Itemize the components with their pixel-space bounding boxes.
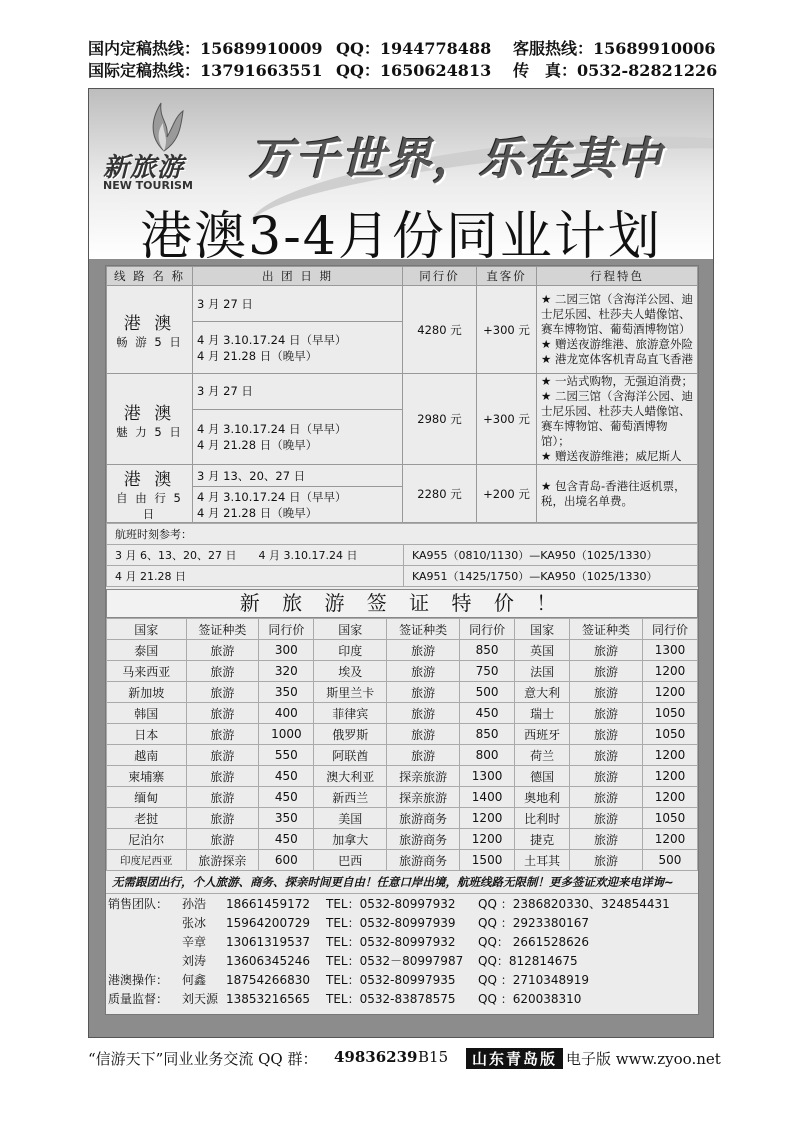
table-row bbox=[107, 566, 698, 587]
intl-qq: QQ：1650624813 bbox=[336, 61, 492, 80]
tour-table bbox=[106, 266, 698, 523]
visa-country: 巴西 bbox=[314, 850, 387, 871]
visa-type: 旅游 bbox=[387, 682, 460, 703]
retail-price: +300 元 bbox=[477, 286, 537, 374]
visa-type: 探亲旅游 bbox=[387, 766, 460, 787]
header-price: 同行价 bbox=[460, 619, 515, 640]
contact-name: 刘天源 bbox=[182, 992, 219, 1006]
header-price: 同行价 bbox=[642, 619, 697, 640]
visa-country: 德国 bbox=[515, 766, 570, 787]
visa-price: 1200 bbox=[460, 808, 515, 829]
table-row bbox=[107, 766, 698, 787]
retail-price: +300 元 bbox=[477, 374, 537, 465]
page-title: 港澳3-4月份同业计划 bbox=[140, 207, 662, 259]
visa-price: 1200 bbox=[460, 829, 515, 850]
table-row bbox=[107, 724, 698, 745]
contact-qq: QQ ：2923380167 bbox=[478, 916, 590, 930]
table-row bbox=[107, 829, 698, 850]
flight-dates: 4 月 21.28 日 bbox=[107, 566, 404, 587]
visa-type: 旅游 bbox=[387, 640, 460, 661]
contact-row bbox=[106, 989, 698, 1008]
footer-qq: 49836239 bbox=[334, 1048, 418, 1066]
route-subtitle: 魅 力 5 日 bbox=[116, 424, 183, 439]
visa-country: 荷兰 bbox=[515, 745, 570, 766]
visa-type: 旅游 bbox=[186, 724, 259, 745]
contact-qq: QQ：812814675 bbox=[478, 954, 578, 968]
flight-label: 航班时刻参考： bbox=[107, 524, 698, 545]
visa-country: 老挝 bbox=[107, 808, 187, 829]
visa-price: 1050 bbox=[642, 808, 697, 829]
service-hotline: 客服热线：15689910006 bbox=[513, 39, 716, 58]
visa-type: 旅游 bbox=[570, 766, 643, 787]
visa-price: 850 bbox=[460, 724, 515, 745]
feature-item: ★ 二园三馆（含海洋公园、迪士尼乐园、杜莎夫人蜡像馆、赛车博物馆、葡萄酒博物馆）； bbox=[541, 389, 693, 448]
date-cell: 3 月 27 日 bbox=[193, 374, 403, 410]
header-country: 国家 bbox=[107, 619, 187, 640]
contact-qq: QQ： 2661528626 bbox=[478, 935, 590, 949]
banner bbox=[89, 89, 713, 259]
visa-country: 菲律宾 bbox=[314, 703, 387, 724]
visa-country: 阿联酋 bbox=[314, 745, 387, 766]
contact-role: 质量监督： bbox=[108, 992, 169, 1006]
contact-name: 刘涛 bbox=[182, 954, 207, 968]
visa-country: 印度尼西亚 bbox=[107, 850, 187, 871]
table-row bbox=[107, 787, 698, 808]
table-row bbox=[107, 465, 698, 487]
visa-country: 土耳其 bbox=[515, 850, 570, 871]
contact-row bbox=[106, 894, 698, 913]
contact-mobile: 13853216565 bbox=[226, 991, 310, 1006]
date-line: 4 月 21.28 日（晚早） bbox=[197, 437, 318, 452]
feature-item: ★ 二园三馆（含海洋公园、迪士尼乐园、杜莎夫人蜡像馆、赛车博物馆、葡萄酒博物馆） bbox=[541, 292, 693, 336]
visa-price: 450 bbox=[259, 829, 314, 850]
visa-type: 旅游 bbox=[387, 724, 460, 745]
flight-number: KA955（0810/1130）—KA950（1025/1330） bbox=[404, 545, 698, 566]
date-line: 4 月 21.28 日（晚早） bbox=[197, 348, 318, 363]
visa-price: 800 bbox=[460, 745, 515, 766]
visa-country: 柬埔寨 bbox=[107, 766, 187, 787]
visa-country: 印度 bbox=[314, 640, 387, 661]
contact-mobile: 18754266830 bbox=[226, 972, 310, 987]
header-visa-type: 签证种类 bbox=[186, 619, 259, 640]
visa-country: 澳大利亚 bbox=[314, 766, 387, 787]
footer-page: B15 bbox=[418, 1048, 449, 1066]
visa-type: 旅游探亲 bbox=[186, 850, 259, 871]
route-name: 港 澳 bbox=[123, 314, 176, 334]
visa-type: 旅游 bbox=[570, 850, 643, 871]
visa-price: 500 bbox=[460, 682, 515, 703]
route-subtitle: 自 由 行 5 日 bbox=[116, 491, 183, 521]
visa-price: 320 bbox=[259, 661, 314, 682]
visa-price: 1200 bbox=[642, 745, 697, 766]
feature-item: ★ 包含青岛-香港往返机票，税，出境名单费。 bbox=[541, 478, 686, 508]
visa-type: 旅游 bbox=[186, 661, 259, 682]
date-line: 4 月 21.28 日（晚早） bbox=[197, 505, 318, 520]
feature-item: ★ 赠送夜游维港；威尼斯人 bbox=[541, 449, 682, 463]
hotline-row-2 bbox=[88, 60, 718, 82]
visa-country: 瑞士 bbox=[515, 703, 570, 724]
visa-country: 意大利 bbox=[515, 682, 570, 703]
flight-number: KA951（1425/1750）—KA950（1025/1330） bbox=[404, 566, 698, 587]
date-line: 4 月 3.10.17.24 日（早早） bbox=[197, 332, 347, 347]
contact-tel: TEL：0532-80997939 bbox=[326, 916, 456, 930]
header-country: 国家 bbox=[515, 619, 570, 640]
visa-price: 450 bbox=[259, 787, 314, 808]
visa-price: 1200 bbox=[642, 661, 697, 682]
contact-qq: QQ ：2710348919 bbox=[478, 973, 590, 987]
route-name: 港 澳 bbox=[123, 470, 176, 490]
trade-price: 2280 元 bbox=[403, 465, 477, 523]
date-cell bbox=[193, 409, 403, 464]
brand-logo-text: 新旅游 bbox=[103, 153, 185, 183]
header-country: 国家 bbox=[314, 619, 387, 640]
contact-role bbox=[106, 951, 180, 970]
contact-row bbox=[106, 970, 698, 989]
visa-price: 1400 bbox=[460, 787, 515, 808]
contact-row bbox=[106, 951, 698, 970]
contact-qq: QQ ：620038310 bbox=[478, 992, 582, 1006]
visa-type: 旅游 bbox=[570, 640, 643, 661]
visa-country: 尼泊尔 bbox=[107, 829, 187, 850]
visa-price: 1200 bbox=[642, 787, 697, 808]
flight-dates: 3 月 6、13、20、27 日 4 月 3.10.17.24 日 bbox=[107, 545, 404, 566]
visa-country: 泰国 bbox=[107, 640, 187, 661]
intl-hotline: 国际定稿热线：13791663551 bbox=[88, 61, 323, 80]
tour-table-header bbox=[107, 267, 698, 286]
fax: 传 真：0532-82821226 bbox=[513, 61, 718, 80]
hotlines bbox=[88, 38, 718, 82]
visa-price: 500 bbox=[642, 850, 697, 871]
contact-tel: TEL：0532-80997935 bbox=[326, 973, 456, 987]
header-visa-type: 签证种类 bbox=[387, 619, 460, 640]
retail-price: +200 元 bbox=[477, 465, 537, 523]
visa-price: 1050 bbox=[642, 724, 697, 745]
table-row bbox=[107, 850, 698, 871]
contact-mobile: 13061319537 bbox=[226, 934, 310, 949]
header-route: 线 路 名 称 bbox=[107, 267, 193, 286]
flame-logo-icon bbox=[139, 97, 189, 153]
visa-type: 旅游 bbox=[570, 661, 643, 682]
domestic-qq: QQ：1944778488 bbox=[336, 39, 492, 58]
table-row bbox=[107, 808, 698, 829]
visa-country: 加拿大 bbox=[314, 829, 387, 850]
contact-row bbox=[106, 913, 698, 932]
brand-logo-subtitle: NEW TOURISM bbox=[103, 179, 193, 192]
visa-price: 600 bbox=[259, 850, 314, 871]
visa-type: 旅游 bbox=[570, 829, 643, 850]
contact-name: 辛章 bbox=[182, 935, 207, 949]
feature-item: ★ 港龙宽体客机青岛直飞香港 bbox=[541, 352, 693, 366]
visa-type: 旅游 bbox=[387, 745, 460, 766]
visa-country: 斯里兰卡 bbox=[314, 682, 387, 703]
visa-price: 450 bbox=[259, 766, 314, 787]
domestic-hotline: 国内定稿热线：15689910009 bbox=[88, 39, 323, 58]
features-cell bbox=[537, 374, 698, 465]
table-row bbox=[107, 661, 698, 682]
visa-type: 旅游 bbox=[186, 745, 259, 766]
visa-price: 1300 bbox=[642, 640, 697, 661]
visa-price: 450 bbox=[460, 703, 515, 724]
contact-name: 何鑫 bbox=[182, 973, 207, 987]
route-name-cell bbox=[107, 374, 193, 465]
contact-mobile: 18661459172 bbox=[226, 896, 310, 911]
footer-site: 电子版 www.zyoo.net bbox=[566, 1050, 721, 1068]
visa-price: 300 bbox=[259, 640, 314, 661]
visa-price: 1200 bbox=[642, 766, 697, 787]
table-row bbox=[107, 703, 698, 724]
visa-country: 俄罗斯 bbox=[314, 724, 387, 745]
visa-type: 旅游 bbox=[387, 661, 460, 682]
visa-country: 英国 bbox=[515, 640, 570, 661]
visa-price: 850 bbox=[460, 640, 515, 661]
sales-contacts bbox=[106, 894, 698, 1008]
table-row bbox=[107, 640, 698, 661]
contact-mobile: 15964200729 bbox=[226, 915, 310, 930]
visa-country: 奥地利 bbox=[515, 787, 570, 808]
slogan: 万千世界，乐在其中 bbox=[249, 134, 663, 185]
visa-type: 旅游 bbox=[570, 682, 643, 703]
route-name-cell bbox=[107, 465, 193, 523]
contact-role bbox=[106, 932, 180, 951]
visa-price: 1200 bbox=[642, 682, 697, 703]
visa-country: 美国 bbox=[314, 808, 387, 829]
table-row bbox=[107, 745, 698, 766]
edition-badge: 山东青岛版 bbox=[466, 1048, 563, 1069]
date-cell: 3 月 27 日 bbox=[193, 286, 403, 322]
visa-price: 400 bbox=[259, 703, 314, 724]
date-cell: 3 月 13、20、27 日 bbox=[193, 465, 403, 487]
visa-price: 1050 bbox=[642, 703, 697, 724]
trade-price: 4280 元 bbox=[403, 286, 477, 374]
route-name: 港 澳 bbox=[123, 403, 176, 424]
table-row bbox=[107, 682, 698, 703]
contact-name: 孙浩 bbox=[182, 897, 207, 911]
hotline-row-1 bbox=[88, 38, 718, 60]
visa-country: 西班牙 bbox=[515, 724, 570, 745]
header-price: 同行价 bbox=[259, 619, 314, 640]
contact-role: 港澳操作： bbox=[108, 973, 169, 987]
visa-country: 韩国 bbox=[107, 703, 187, 724]
contact-row bbox=[106, 932, 698, 951]
visa-table-header bbox=[107, 619, 698, 640]
table-row bbox=[107, 286, 698, 322]
header-retail-price: 直客价 bbox=[477, 267, 537, 286]
visa-type: 旅游商务 bbox=[387, 808, 460, 829]
visa-country: 马来西亚 bbox=[107, 661, 187, 682]
visa-country: 埃及 bbox=[314, 661, 387, 682]
trade-price: 2980 元 bbox=[403, 374, 477, 465]
visa-price: 350 bbox=[259, 682, 314, 703]
contact-name: 张冰 bbox=[182, 916, 207, 930]
visa-type: 旅游 bbox=[570, 787, 643, 808]
visa-type: 旅游 bbox=[387, 703, 460, 724]
table-row bbox=[107, 524, 698, 545]
contact-role: 销售团队： bbox=[108, 897, 169, 911]
contact-role bbox=[106, 913, 180, 932]
contact-tel: TEL：0532-83878575 bbox=[326, 992, 456, 1006]
visa-type: 旅游 bbox=[186, 640, 259, 661]
visa-price: 350 bbox=[259, 808, 314, 829]
header-trade-price: 同行价 bbox=[403, 267, 477, 286]
visa-price: 1000 bbox=[259, 724, 314, 745]
route-subtitle: 畅 游 5 日 bbox=[116, 335, 183, 349]
route-name-cell bbox=[107, 286, 193, 374]
visa-country: 法国 bbox=[515, 661, 570, 682]
visa-price: 1200 bbox=[642, 829, 697, 850]
visa-country: 捷克 bbox=[515, 829, 570, 850]
visa-type: 旅游 bbox=[186, 703, 259, 724]
visa-price: 550 bbox=[259, 745, 314, 766]
flight-table bbox=[106, 523, 698, 587]
visa-price: 1300 bbox=[460, 766, 515, 787]
features-cell bbox=[537, 286, 698, 374]
feature-item: ★ 赠送夜游维港、旅游意外险 bbox=[541, 337, 693, 351]
contact-qq: QQ ：2386820330、324854431 bbox=[478, 897, 670, 911]
visa-country: 日本 bbox=[107, 724, 187, 745]
table-row bbox=[107, 545, 698, 566]
date-cell bbox=[193, 487, 403, 523]
visa-title: 新 旅 游 签 证 特 价 ！ bbox=[106, 589, 698, 618]
visa-country: 新西兰 bbox=[314, 787, 387, 808]
visa-type: 探亲旅游 bbox=[387, 787, 460, 808]
date-line: 4 月 3.10.17.24 日（早早） bbox=[197, 421, 347, 436]
content-panel bbox=[105, 265, 699, 1015]
header-features: 行程特色 bbox=[537, 267, 698, 286]
visa-type: 旅游 bbox=[570, 703, 643, 724]
visa-type: 旅游 bbox=[570, 745, 643, 766]
date-line: 4 月 3.10.17.24 日（早早） bbox=[197, 489, 347, 504]
visa-table bbox=[106, 618, 698, 871]
table-row bbox=[107, 374, 698, 410]
visa-price: 1500 bbox=[460, 850, 515, 871]
feature-item: ★ 一站式购物，无强迫消费； bbox=[541, 374, 693, 388]
visa-type: 旅游 bbox=[186, 787, 259, 808]
header-visa-type: 签证种类 bbox=[570, 619, 643, 640]
contact-tel: TEL：0532-80997932 bbox=[326, 897, 456, 911]
footer-group: “信游天下”同业业务交流 QQ 群： bbox=[88, 1050, 318, 1068]
visa-price: 750 bbox=[460, 661, 515, 682]
visa-type: 旅游商务 bbox=[387, 829, 460, 850]
date-cell bbox=[193, 322, 403, 374]
visa-type: 旅游 bbox=[186, 682, 259, 703]
features-cell bbox=[537, 465, 698, 523]
contact-mobile: 13606345246 bbox=[226, 953, 310, 968]
contact-tel: TEL：0532－80997987 bbox=[326, 954, 464, 968]
contact-tel: TEL：0532-80997932 bbox=[326, 935, 456, 949]
poster bbox=[88, 88, 714, 1038]
visa-country: 新加坡 bbox=[107, 682, 187, 703]
visa-promo: 无需跟团出行，个人旅游、商务、探亲时间更自由！任意口岸出境，航班线路无限制！更多签证欢迎来电详询~ bbox=[106, 871, 698, 894]
header-dates: 出 团 日 期 bbox=[193, 267, 403, 286]
visa-type: 旅游 bbox=[186, 808, 259, 829]
visa-type: 旅游商务 bbox=[387, 850, 460, 871]
footer bbox=[88, 1046, 721, 1070]
visa-type: 旅游 bbox=[570, 808, 643, 829]
visa-type: 旅游 bbox=[570, 724, 643, 745]
visa-type: 旅游 bbox=[186, 766, 259, 787]
visa-country: 比利时 bbox=[515, 808, 570, 829]
visa-country: 缅甸 bbox=[107, 787, 187, 808]
visa-type: 旅游 bbox=[186, 829, 259, 850]
visa-country: 越南 bbox=[107, 745, 187, 766]
